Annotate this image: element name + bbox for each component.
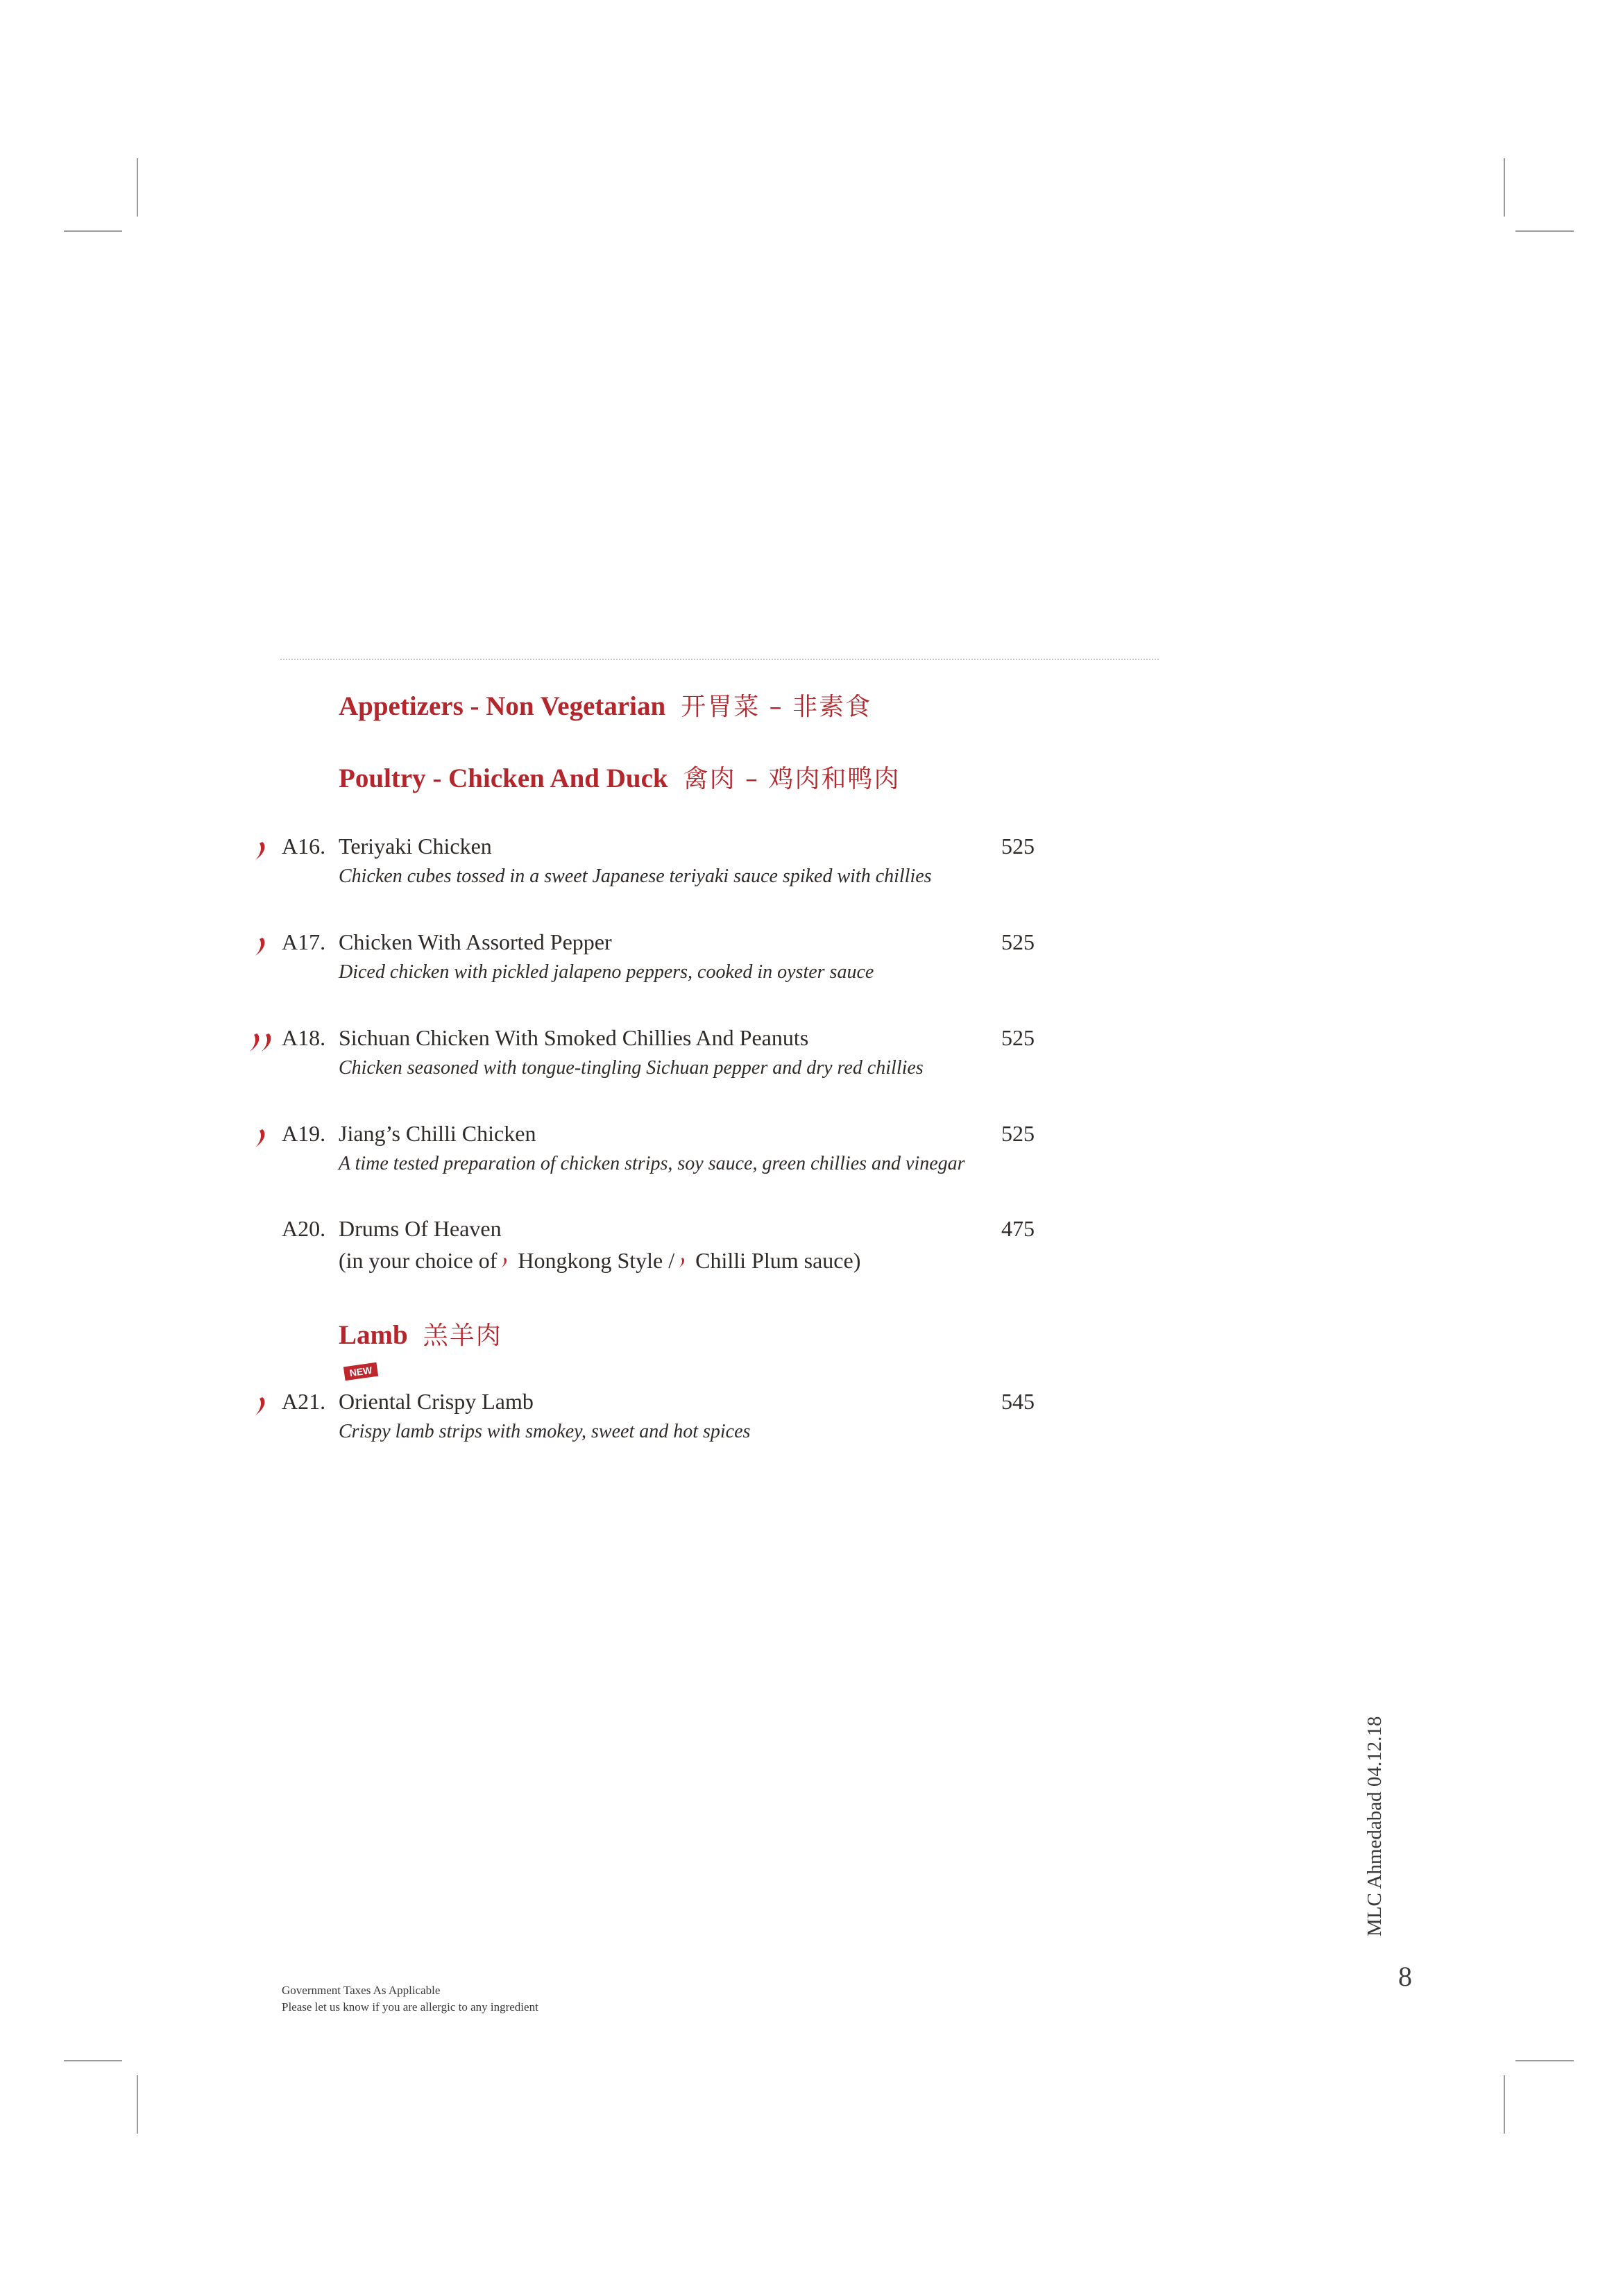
item-code: A16. [282,834,326,859]
item-price: 475 [1001,1216,1035,1241]
crop-mark [1515,230,1574,232]
heading-text: Lamb [339,1320,408,1350]
tax-note: Government Taxes As Applicable [282,1984,441,1997]
chilli-icon [674,1253,690,1274]
chilli-icon [247,1126,275,1151]
item-price: 525 [1001,1025,1035,1050]
page-number: 8 [1398,1961,1412,1992]
crop-mark [137,158,138,217]
chilli-icon [497,1253,512,1274]
item-code: A21. [282,1389,326,1414]
menu-item [0,1389,1623,1458]
crop-mark [64,230,122,232]
footer-notes [282,1982,538,2016]
section-heading-appetizers [339,687,872,723]
section-heading-poultry [339,759,900,795]
heading-chinese-text: 羔羊肉 [423,1322,502,1350]
chilli-icon [247,839,275,864]
crop-mark [137,2075,138,2134]
allergy-note: Please let us know if you are allergic to any ingredient [282,2000,538,2014]
heading-text: Appetizers - Non Vegetarian [339,691,666,721]
item-name: Chicken With Assorted Pepper [339,929,612,954]
double-chilli-icon [244,1031,276,1056]
item-code: A18. [282,1025,326,1050]
item-description: Chicken cubes tossed in a sweet Japanese teriyaki sauce spiked with chillies [339,866,932,887]
item-name: Oriental Crispy Lamb [339,1389,534,1414]
item-description [339,1248,860,1274]
description-text: Chilli Plum sauce) [695,1248,861,1273]
item-name: Jiang’s Chilli Chicken [339,1121,536,1146]
item-price: 525 [1001,1121,1035,1146]
section-divider [280,659,1159,660]
menu-item [0,929,1623,999]
crop-mark [1504,2075,1505,2134]
item-name: Sichuan Chicken With Smoked Chillies And Peanuts [339,1025,809,1050]
description-text: Hongkong Style [518,1248,663,1273]
item-description: A time tested preparation of chicken strips, soy sauce, green chillies and vinegar [339,1153,965,1174]
crop-mark [1504,158,1505,217]
item-price: 545 [1001,1389,1035,1414]
description-text: (in your choice of [339,1248,498,1273]
item-name: Drums Of Heaven [339,1216,502,1241]
chilli-icon [247,1394,275,1419]
crop-mark [1515,2060,1574,2061]
heading-chinese-text: 禽肉 – 鸡肉和鸭肉 [683,765,901,793]
menu-item [0,1216,1623,1285]
chilli-icon [247,935,275,960]
new-badge: NEW [343,1362,378,1381]
crop-mark [64,2060,122,2061]
document-version-label: MLC Ahmedabad 04.12.18 [1363,1716,1386,1936]
item-code: A20. [282,1216,326,1241]
heading-chinese-text: 开胃菜 – 非素食 [681,693,872,721]
item-description: Chicken seasoned with tongue-tingling Sichuan pepper and dry red chillies [339,1057,924,1079]
heading-text: Poultry - Chicken And Duck [339,763,668,793]
item-description: Crispy lamb strips with smokey, sweet and hot spices [339,1421,751,1442]
menu-item [0,1121,1623,1190]
item-price: 525 [1001,929,1035,954]
menu-item [0,834,1623,903]
item-name: Teriyaki Chicken [339,834,492,859]
item-code: A19. [282,1121,326,1146]
separator-text: / [668,1248,675,1273]
menu-item [0,1025,1623,1095]
item-description: Diced chicken with pickled jalapeno peppers, cooked in oyster sauce [339,961,874,983]
item-code: A17. [282,929,326,954]
section-heading-lamb [339,1316,502,1351]
item-price: 525 [1001,834,1035,859]
